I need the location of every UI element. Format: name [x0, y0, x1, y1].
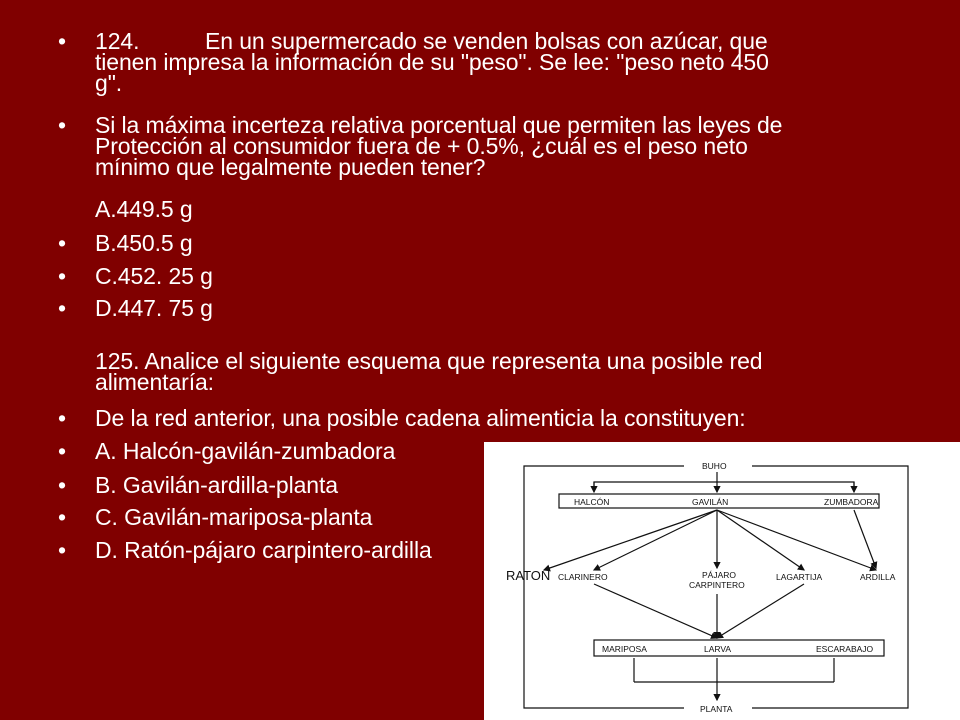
node-zumbadora: ZUMBADORA [824, 497, 879, 507]
node-planta: PLANTA [700, 704, 733, 714]
q124-option-a: A.449.5 g [95, 196, 193, 222]
node-gavilan: GAVILÁN [692, 497, 729, 507]
bullet-dot: • [58, 112, 67, 138]
q125-option-a: A. Halcón-gavilán-zumbadora [95, 438, 396, 464]
node-larva: LARVA [704, 644, 732, 654]
bullet-dot: • [58, 438, 67, 464]
q125-line-1: 125. Analice el siguiente esquema que representa una posible red [95, 348, 763, 374]
bullet-dot: • [58, 28, 67, 54]
food-web-svg [484, 442, 960, 720]
q124-number: 124. [95, 28, 140, 54]
q124-question-line-1: Si la máxima incerteza relativa porcentual que permiten las leyes de [95, 112, 783, 138]
q124-question-line-3: mínimo que legalmente pueden tener? [95, 154, 486, 180]
q125-option-b: B. Gavilán-ardilla-planta [95, 472, 338, 498]
node-ardilla: ARDILLA [860, 572, 896, 582]
node-halcon: HALCÓN [574, 497, 610, 507]
bullet-dot: • [58, 295, 67, 321]
q124-line-2: tienen impresa la información de su "peso". Se lee: "peso neto 450 [95, 49, 769, 75]
q124-line-1-text: En un supermercado se venden bolsas con azúcar, que [205, 28, 768, 54]
q124-line-3: g". [95, 70, 123, 96]
bullet-dot: • [58, 230, 67, 256]
bullet-dot: • [58, 537, 67, 563]
bullet-dot: • [58, 263, 67, 289]
q125-option-c: C. Gavilán-mariposa-planta [95, 504, 373, 530]
q125-question: De la red anterior, una posible cadena alimenticia la constituyen: [95, 405, 746, 431]
node-lagartija: LAGARTIJA [776, 572, 823, 582]
q124-option-c: C.452. 25 g [95, 263, 213, 289]
q125-option-d: D. Ratón-pájaro carpintero-ardilla [95, 537, 432, 563]
node-mariposa: MARIPOSA [602, 644, 647, 654]
node-escarabajo: ESCARABAJO [816, 644, 874, 654]
q124-option-b: B.450.5 g [95, 230, 193, 256]
q125-line-2: alimentaría: [95, 369, 214, 395]
q124-option-d: D.447. 75 g [95, 295, 213, 321]
node-carpintero: CARPINTERO [689, 580, 745, 590]
node-buho: BUHO [702, 461, 727, 471]
food-web-diagram [484, 442, 960, 720]
q124-question-line-2: Protección al consumidor fuera de + 0.5%, ¿cuál es el peso neto [95, 133, 748, 159]
node-raton: RATON [506, 568, 551, 583]
bullet-dot: • [58, 405, 67, 431]
bullet-dot: • [58, 472, 67, 498]
node-pajaro: PÁJARO [702, 570, 737, 580]
bullet-dot: • [58, 504, 67, 530]
node-clarinero: CLARINERO [558, 572, 608, 582]
